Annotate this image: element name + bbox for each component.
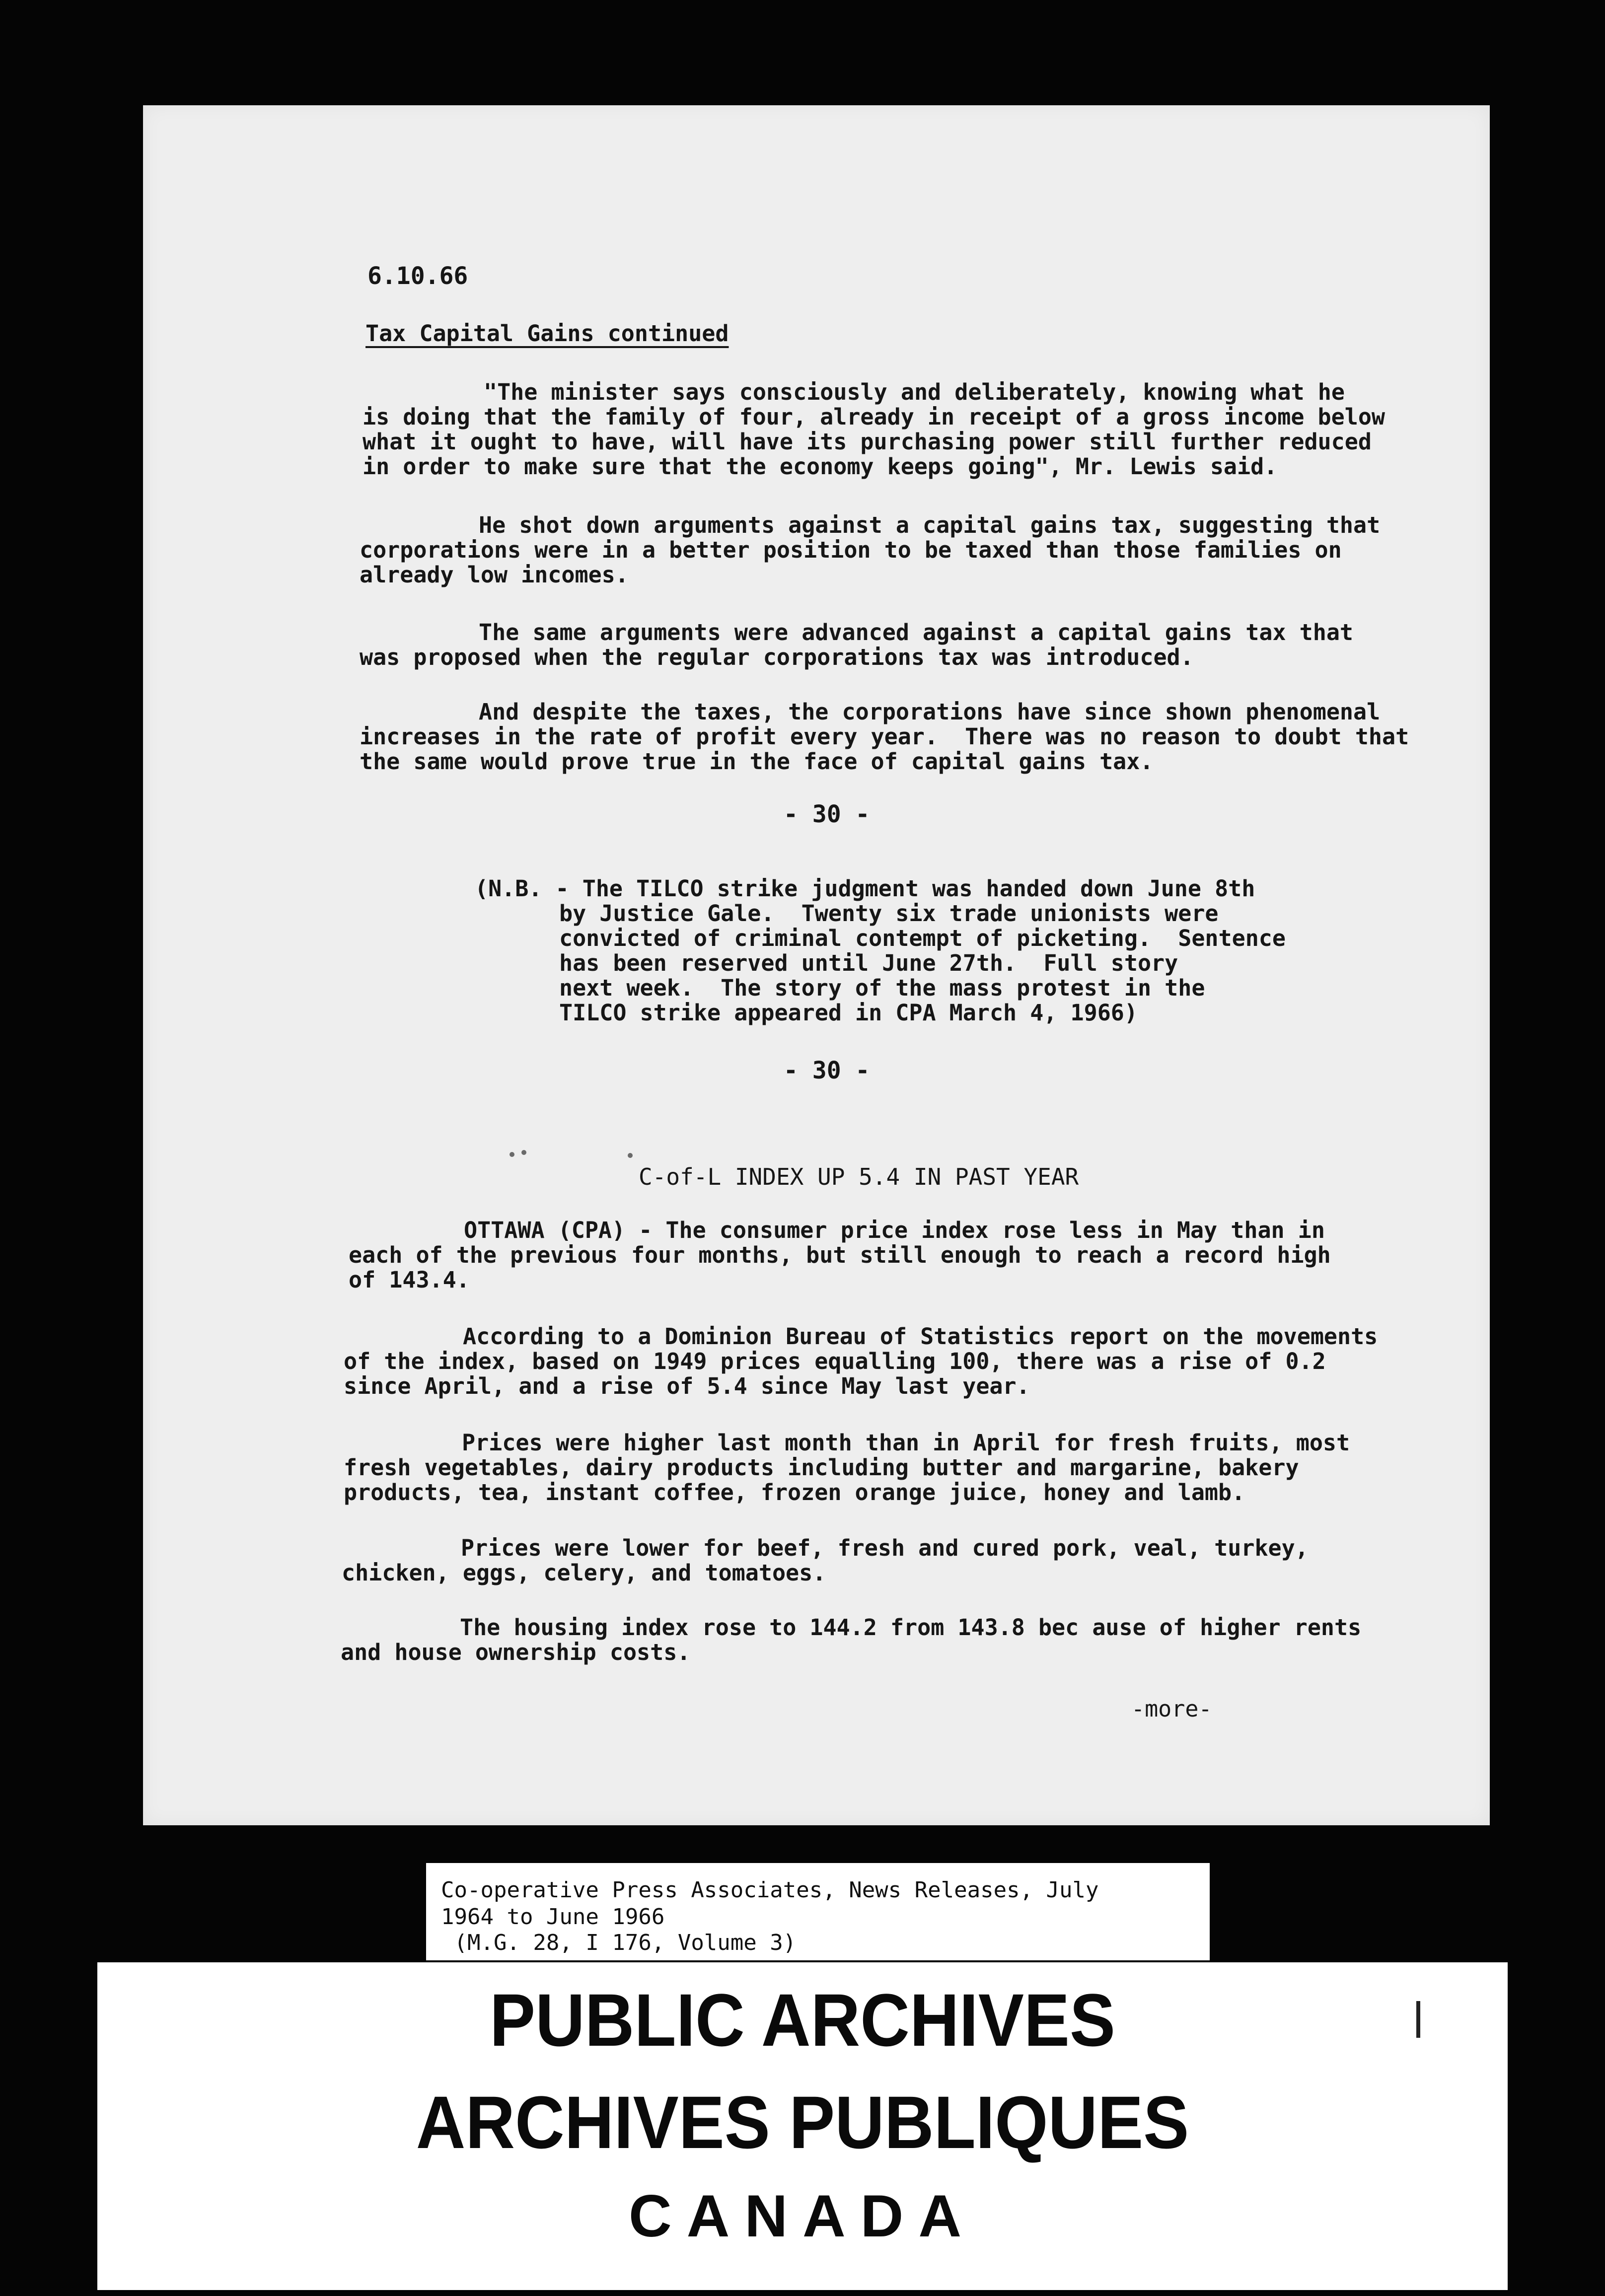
end-marker: - 30 -: [784, 1057, 870, 1084]
story2-p4-line1: Prices were lower for beef, fresh and cured pork, veal, turkey,: [461, 1535, 1309, 1561]
story1-p3-line2: was proposed when the regular corporations tax was introduced.: [360, 644, 1194, 670]
note-line: convicted of criminal contempt of picketing. Sentence: [559, 925, 1286, 951]
banner-line-french: ARCHIVES PUBLIQUES: [416, 2081, 1189, 2164]
story2-p2-line3: since April, and a rise of 5.4 since May last year.: [344, 1373, 1030, 1399]
story1-p1-line1: "The minister says consciously and deliberately, knowing what he: [484, 379, 1345, 405]
story1-p1-line3: what it ought to have, will have its purchasing power still further reduced: [363, 429, 1372, 455]
note-line: has been reserved until June 27th. Full story: [559, 950, 1178, 976]
story1-p1-line2: is doing that the family of four, already in receipt of a gross income below: [363, 404, 1386, 430]
note-lead-line: (N.B. - The TILCO strike judgment was handed down June 8th: [475, 875, 1255, 902]
document-date: 6.10.66: [367, 262, 468, 290]
story2-p2-line2: of the index, based on 1949 prices equalling 100, there was a rise of 0.2: [344, 1348, 1326, 1374]
story2-p4-line2: chicken, eggs, celery, and tomatoes.: [342, 1560, 826, 1586]
label-line: Co-operative Press Associates, News Releases, July: [441, 1877, 1099, 1903]
archives-banner: [97, 1962, 1508, 2290]
banner-line-country: CANADA: [629, 2183, 976, 2249]
ink-speck: [521, 1150, 526, 1155]
story2-p2-line1: According to a Dominion Bureau of Statistics report on the movements: [463, 1323, 1378, 1350]
story1-p2-line2: corporations were in a better position to be taxed than those families on: [360, 537, 1342, 563]
story2-p3-line3: products, tea, instant coffee, frozen orange juice, honey and lamb.: [344, 1479, 1245, 1506]
story1-p2-line3: already low incomes.: [360, 562, 629, 588]
story2-p3-line2: fresh vegetables, dairy products including butter and margarine, bakery: [344, 1454, 1299, 1481]
label-line: (M.G. 28, I 176, Volume 3): [441, 1930, 797, 1955]
note-line: by Justice Gale. Twenty six trade unionists were: [559, 900, 1219, 927]
story1-p3-line1: The same arguments were advanced against a capital gains tax that: [479, 619, 1353, 646]
story2-p1-line3: of 143.4.: [349, 1267, 470, 1293]
document-page: [143, 105, 1490, 1825]
banner-line-english: PUBLIC ARCHIVES: [490, 1978, 1115, 2062]
film-scratch: [1416, 2001, 1420, 2038]
ink-speck: [510, 1152, 514, 1157]
story2-title: C-of-L INDEX UP 5.4 IN PAST YEAR: [639, 1163, 1079, 1190]
note-line: TILCO strike appeared in CPA March 4, 1966): [559, 1000, 1138, 1026]
story1-p4-line2: increases in the rate of profit every year. There was no reason to doubt that: [360, 723, 1409, 750]
story2-p1-line2: each of the previous four months, but still enough to reach a record high: [349, 1242, 1331, 1268]
story2-p5-line1: The housing index rose to 144.2 from 143.8 bec ause of higher rents: [460, 1614, 1362, 1641]
story2-p1-line1: OTTAWA (CPA) - The consumer price index rose less in May than in: [464, 1217, 1325, 1243]
note-line: next week. The story of the mass protest in the: [559, 975, 1205, 1001]
story2-p3-line1: Prices were higher last month than in April for fresh fruits, most: [462, 1430, 1350, 1456]
more-marker: -more-: [1131, 1696, 1212, 1722]
end-marker: - 30 -: [784, 800, 870, 828]
story2-p5-line2: and house ownership costs.: [341, 1639, 691, 1665]
ink-speck: [628, 1153, 633, 1158]
story1-p4-line3: the same would prove true in the face of capital gains tax.: [360, 748, 1154, 775]
story-heading: Tax Capital Gains continued: [365, 320, 729, 347]
story1-p4-line1: And despite the taxes, the corporations have since shown phenomenal: [479, 699, 1381, 725]
story1-p1-line4: in order to make sure that the economy keeps going", Mr. Lewis said.: [363, 453, 1278, 480]
story1-p2-line1: He shot down arguments against a capital gains tax, suggesting that: [479, 512, 1381, 538]
label-line: 1964 to June 1966: [441, 1904, 665, 1930]
archive-reference-label: [426, 1863, 1210, 1960]
